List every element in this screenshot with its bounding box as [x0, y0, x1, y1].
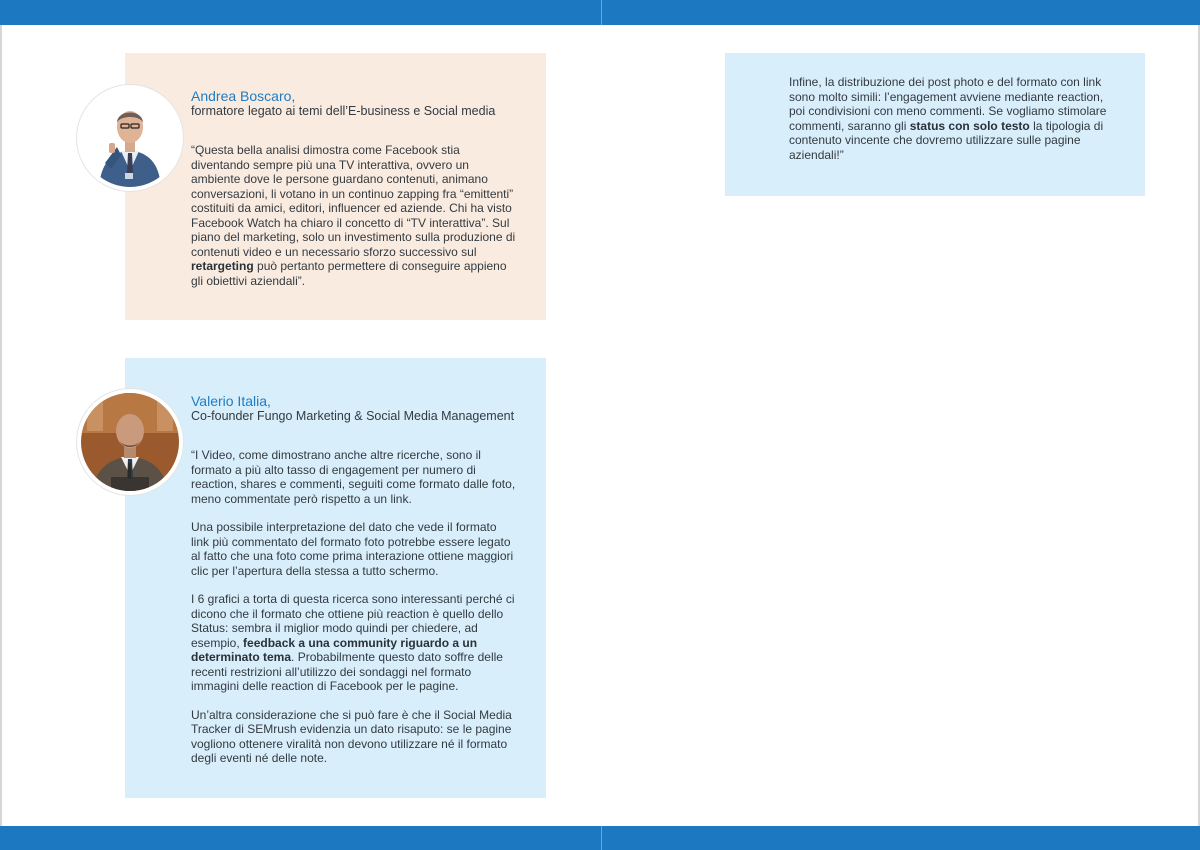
valerio-paragraph-2: Una possibile interpretazione del dato che vede il formato link più commentato del formato foto potrebbe essere legato al fatto che una foto come prima interazione ottiene maggiori clic per l’apertura della stessa a tutto schermo.	[191, 520, 514, 578]
avatar-andrea	[77, 85, 183, 191]
valerio-paragraph-3	[191, 592, 516, 694]
valerio-quote	[191, 448, 516, 780]
valerio-paragraph-1: “I Video, come dimostrano anche altre ricerche, sono il formato a più alto tasso di engagement per numero di reaction, shares e commenti, seguiti come formato dalle foto, meno commentate però rispetto a un link.	[191, 448, 516, 506]
valerio-name: Valerio Italia,	[191, 393, 271, 409]
page-edge-left	[0, 25, 2, 826]
valerio-paragraph-3-text-1: I 6 grafici a torta di questa ricerca sono interessanti perché ci dicono che il formato che ottiene più reaction è quello dello Status: sembra il miglior modo quindi per chiedere, ad esempio,	[191, 592, 515, 650]
portrait-andrea-icon	[81, 89, 179, 187]
andrea-quote	[191, 143, 516, 302]
top-bar-page-divider	[601, 0, 602, 25]
valerio-role: Co-founder Fungo Marketing & Social Media Management	[191, 409, 515, 423]
valerio-paragraph-3-text-2: . Probabilmente questo dato soffre delle recenti restrizioni all’utilizzo dei sondaggi nel formato immagini delle reaction di Facebook per le pagine.	[191, 650, 503, 693]
andrea-quote-text-1: “Questa bella analisi dimostra come Facebook stia diventando sempre più una TV interattiva, ovvero un ambiente dove le persone guardano contenuti, animano conversazioni, li votano in un continuo zapping fra “emittenti” costituiti da amici, editori, influencer ed aziende. Chi ha visto Facebook Watch ha chiaro il concetto di “TV interattiva”. Sul piano del marketing, solo un investimento sulla produzione di contenuti video e un necessario sforzo successivo sul	[191, 143, 516, 259]
andrea-role: formatore legato ai temi dell’E-business e Social media	[191, 104, 496, 118]
continuation-paragraph	[789, 75, 1114, 162]
bottom-bar	[0, 826, 1200, 850]
continuation-quote	[789, 75, 1114, 176]
portrait-valerio-icon	[81, 393, 179, 491]
bottom-bar-page-divider	[601, 826, 602, 850]
andrea-quote-paragraph	[191, 143, 516, 288]
andrea-name: Andrea Boscaro,	[191, 88, 296, 104]
continuation-bold: status con solo testo	[909, 118, 1030, 133]
andrea-quote-bold: retargeting	[191, 259, 254, 273]
top-bar	[0, 0, 1200, 25]
continuation-text-2: la tipologia di contenuto vincente che dovremo utilizzare sulle pagine aziendali!”	[789, 118, 1104, 162]
avatar-valerio	[77, 389, 183, 495]
valerio-paragraph-3-bold: feedback a una community riguardo a un determinato tema	[191, 635, 478, 664]
valerio-paragraph-4: Un’altra considerazione che si può fare è che il Social Media Tracker di SEMrush evidenzia un dato risaputo: se le pagine vogliono ottenere viralità non devono utilizzare né il formato degli eventi né delle note.	[191, 707, 512, 765]
continuation-text-1: Infine, la distribuzione dei post photo e del formato con link sono molto simili: l’engagement avviene mediante reaction, poi condivisioni con meno commenti. Se vogliamo stimolare commenti, saranno gli	[789, 75, 1107, 133]
andrea-quote-text-2: può pertanto permettere di conseguire appieno gli obiettivi aziendali”.	[191, 259, 507, 288]
